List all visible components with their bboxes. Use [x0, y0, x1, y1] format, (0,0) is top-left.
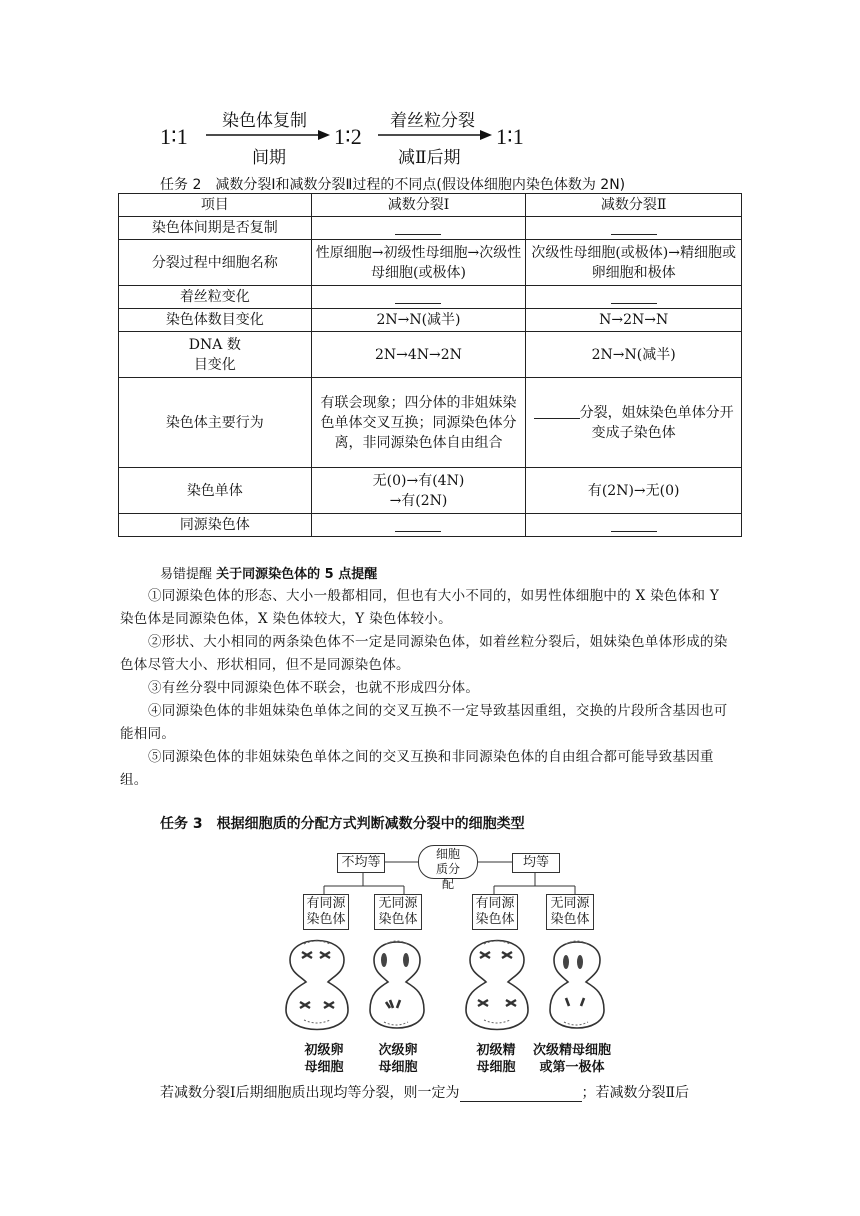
tips-prefix: 易错提醒 — [160, 567, 213, 582]
cell-value: 2N→N(减半) — [311, 309, 526, 332]
answer-blank — [311, 514, 526, 537]
leaf-has-homologous — [472, 894, 518, 930]
table-row — [119, 378, 742, 468]
cell-value: 性原细胞→初级性母细胞→次级性母细胞(或极体) — [311, 240, 526, 286]
tip-item: ②形状、大小相同的两条染色体不一定是同源染色体，如着丝粒分裂后，姐妹染色单体形成的染色体尽管大小、形状相同，但不是同源染色体。 — [120, 634, 728, 673]
arrow-2 — [378, 128, 492, 142]
primary-oocyte-cell-icon — [286, 941, 348, 1030]
leaf-text: 有同源染色体 — [475, 896, 515, 927]
arrow2-top-label: 着丝粒分裂 — [390, 111, 475, 131]
answer-blank — [526, 217, 742, 240]
cell-value: N→2N→N — [526, 309, 742, 332]
cell-label-secondary-oocyte — [370, 1042, 426, 1076]
tip-item: ④同源染色体的非姐妹染色单体之间的交叉互换不一定导致基因重组，交换的片段所含基因也可能相同。 — [120, 703, 728, 742]
branch-unequal: 不均等 — [337, 853, 385, 873]
leaf-text: 有同源染色体 — [306, 896, 346, 927]
tip-item: ⑤同源染色体的非姐妹染色单体之间的交叉互换和非同源染色体的自由组合都可能导致基因重组。 — [120, 749, 714, 788]
task3-title-text: 任务 3 根据细胞质的分配方式判断减数分裂中的细胞类型 — [160, 816, 525, 832]
header-meiosis-1: 减数分裂Ⅰ — [311, 194, 526, 217]
bottom-text-a: 若减数分裂Ⅰ后期细胞质出现均等分裂，则一定为 — [160, 1085, 460, 1101]
bottom-text-b: ；若减数分裂Ⅱ后 — [581, 1085, 690, 1101]
leaf-no-homologous — [546, 894, 594, 930]
leaf-no-homologous — [374, 894, 422, 930]
comparison-table — [118, 193, 742, 537]
row-label-line: 目变化 — [193, 356, 236, 373]
leaf-text: 无同源染色体 — [378, 896, 418, 927]
table-row — [119, 309, 742, 332]
cell-label-text: 次级卵母细胞 — [378, 1043, 418, 1075]
answer-blank — [460, 1087, 582, 1102]
arrow1-top-label: 染色体复制 — [222, 111, 307, 131]
cell-value: 有联会现象；四分体的非姐妹染色单体交叉互换；同源染色体分离，非同源染色体自由组合 — [311, 378, 526, 468]
row-label: 分裂过程中细胞名称 — [119, 240, 312, 286]
ratio-1: 1∶1 — [160, 124, 188, 149]
row-label: 同源染色体 — [119, 514, 312, 537]
secondary-oocyte-cell-icon — [370, 941, 424, 1028]
row-label — [119, 332, 312, 378]
arrow2-bottom-label: 减Ⅱ后期 — [398, 148, 461, 168]
cell-label-text: 初级精母细胞 — [476, 1043, 516, 1075]
answer-blank — [311, 217, 526, 240]
header-item: 项目 — [119, 194, 312, 217]
cell-text: 分裂，姐妹染色单体分开变成子染色体 — [579, 404, 734, 441]
row-label: 染色体主要行为 — [119, 378, 312, 468]
dividing-cells-illustration — [282, 930, 612, 1040]
cell-label-text: 次级精母细胞或第一极体 — [532, 1043, 611, 1075]
row-label: 着丝粒变化 — [119, 286, 312, 309]
answer-blank — [526, 514, 742, 537]
row-label-line: DNA 数 — [188, 336, 241, 353]
table-row — [119, 240, 742, 286]
row-label: 染色体数目变化 — [119, 309, 312, 332]
answer-blank — [311, 286, 526, 309]
bottom-sentence — [160, 1082, 689, 1102]
table-row — [119, 217, 742, 240]
cell-line: 无(0)→有(4N) — [372, 472, 465, 489]
answer-blank — [526, 286, 742, 309]
table-row — [119, 286, 742, 309]
cell-value: 有(2N)→无(0) — [526, 468, 742, 514]
cell-label-primary-oocyte — [296, 1042, 352, 1076]
task3-title — [160, 813, 525, 833]
cell-label-secondary-spermatocyte — [530, 1042, 614, 1076]
cell-value: 2N→4N→2N — [311, 332, 526, 378]
ratio-2: 1∶2 — [334, 124, 362, 149]
arrow1-bottom-label: 间期 — [252, 148, 286, 168]
branch-equal: 均等 — [512, 853, 560, 873]
table-row — [119, 194, 742, 217]
cell-line: →有(2N) — [389, 492, 448, 509]
header-meiosis-2: 减数分裂Ⅱ — [526, 194, 742, 217]
tip-item: ①同源染色体的形态、大小一般都相同，但也有大小不同的，如男性体细胞中的 X 染色体和 Y 染色体是同源染色体，X 染色体较大，Y 染色体较小。 — [120, 588, 720, 627]
root-node — [418, 845, 478, 891]
root-text: 细胞质分配 — [435, 847, 460, 891]
tips-title: 关于同源染色体的 5 点提醒 — [216, 567, 378, 582]
cell-value: 2N→N(减半) — [526, 332, 742, 378]
table-row — [119, 468, 742, 514]
cell-label-text: 初级卵母细胞 — [304, 1043, 344, 1075]
table-row — [119, 332, 742, 378]
cell-label-primary-spermatocyte — [468, 1042, 524, 1076]
cell-value — [526, 378, 742, 468]
tip-item: ③有丝分裂中同源染色体不联会，也就不形成四分体。 — [148, 680, 480, 696]
secondary-spermatocyte-cell-icon — [550, 941, 604, 1028]
table-row — [119, 514, 742, 537]
tips-heading — [160, 563, 377, 582]
row-label: 染色单体 — [119, 468, 312, 514]
leaf-has-homologous — [303, 894, 349, 930]
cell-value: 次级性母细胞(或极体)→精细胞或卵细胞和极体 — [526, 240, 742, 286]
ratio-3: 1∶1 — [496, 124, 524, 149]
row-label: 染色体间期是否复制 — [119, 217, 312, 240]
cell-value — [311, 468, 526, 514]
leaf-text: 无同源染色体 — [550, 896, 590, 927]
arrow-1 — [206, 128, 330, 142]
task2-title: 任务 2 减数分裂Ⅰ和减数分裂Ⅱ过程的不同点(假设体细胞内染色体数为 2N) — [160, 177, 626, 193]
primary-spermatocyte-cell-icon — [466, 941, 528, 1030]
